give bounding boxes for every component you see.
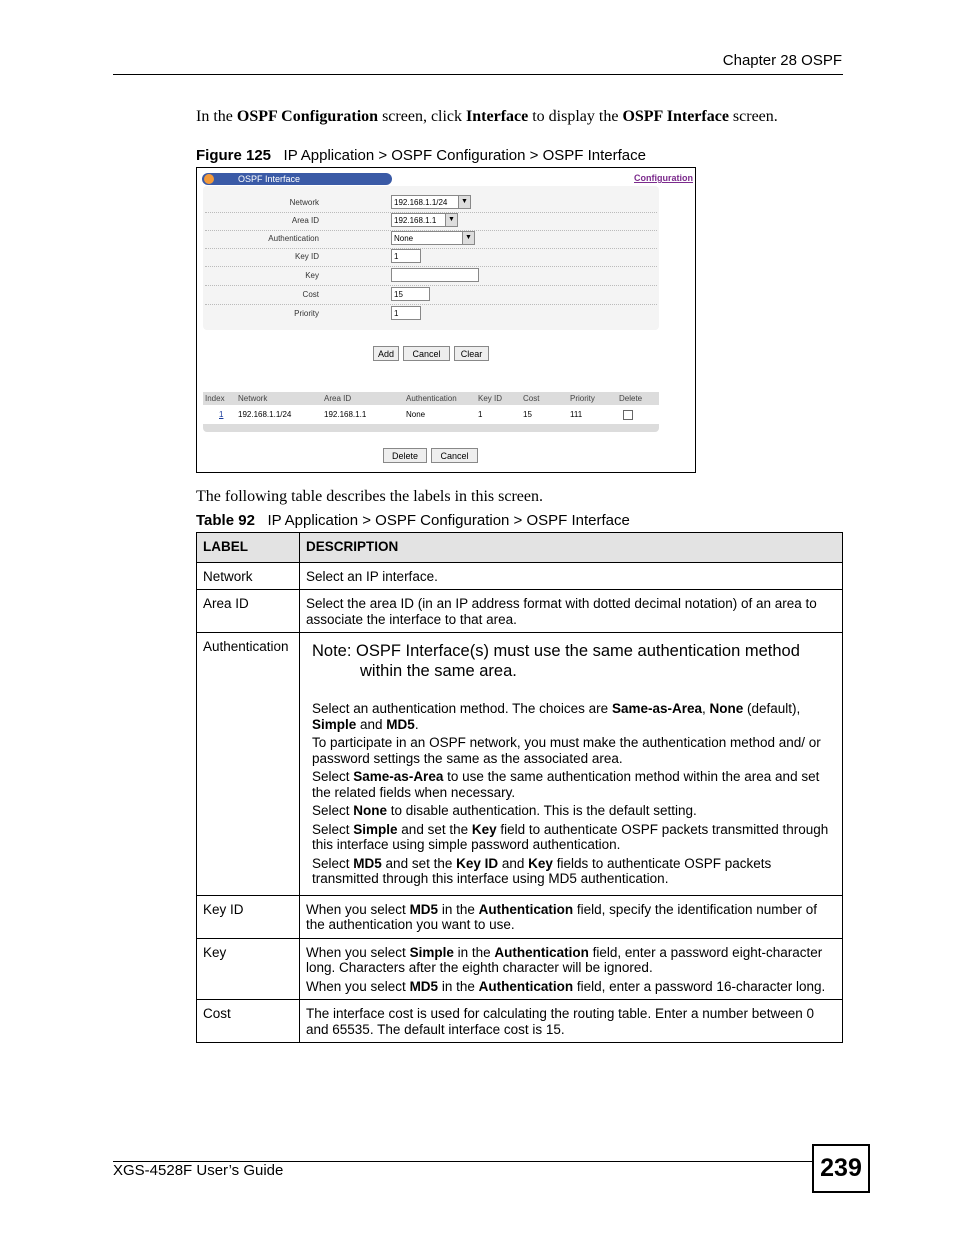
key-row: Key (205, 267, 657, 286)
title-dot-icon (204, 174, 214, 184)
ospf-interface-screenshot (196, 167, 696, 473)
figure-caption: Figure 125 IP Application > OSPF Configuration > OSPF Interface (196, 147, 646, 164)
table-row: Authentication Note: OSPF Interface(s) must use the same authentication method within the same area. Select an authentication method. The choices are Same-as-Area, None (default), Simple and MD5. To participate in an OSPF network, you must make the authentication method and/ or password settings the same as the associated area. Select Same-as-Area to use the same authentication method within the area and set the related fields when necessary. Select None to disable authentication. This is the default setting. Select Simple and set the Key field to authenticate OSPF packets transmitted through this interface using simple password authentication. Select MD5 and set the Key ID and Key fields to authenticate OSPF packets transmitted through this interface using MD5 authentication. (197, 633, 843, 896)
chapter-header: Chapter 28 OSPF (722, 52, 842, 69)
priority-row: Priority 1 (205, 305, 657, 323)
network-row: Network 192.168.1.1/24 ▼ (205, 194, 657, 213)
page-number: 239 (812, 1144, 870, 1193)
delete-checkbox[interactable] (623, 410, 633, 420)
index-link[interactable]: 1 (219, 410, 224, 419)
interface-table-header: Index Network Area ID Authentication Key ID Cost Priority Delete (203, 392, 659, 405)
description-table (196, 532, 843, 1043)
header-rule (113, 74, 843, 75)
interface-form (203, 186, 659, 330)
intro-paragraph: In the OSPF Configuration screen, click Interface to display the OSPF Interface screen. (196, 108, 778, 125)
guide-title: XGS-4528F User’s Guide (113, 1162, 284, 1179)
table-row: 1 192.168.1.1/24 192.168.1.1 None 1 15 111 (203, 408, 659, 422)
network-select[interactable]: 192.168.1.1/24 ▼ (391, 195, 471, 209)
cancel-button-2[interactable]: Cancel (431, 448, 478, 463)
key-id-row: Key ID 1 (205, 248, 657, 267)
table-row: Area ID Select the area ID (in an IP address format with dotted decimal notation) of an area to associate the interface to that area. (197, 590, 843, 633)
delete-button[interactable]: Delete (383, 448, 427, 463)
table-row: Key ID When you select MD5 in the Authentication field, specify the identification number of the authentication you want to use. (197, 895, 843, 938)
authentication-row: Authentication None ▼ (205, 230, 657, 249)
note-text: Note: OSPF Interface(s) must use the same authentication method within the same area. (312, 642, 800, 680)
clear-button[interactable]: Clear (454, 346, 489, 361)
area-id-row: Area ID 192.168.1.1 ▼ (205, 212, 657, 231)
label-header: LABEL (197, 533, 300, 563)
area-id-select[interactable]: 192.168.1.1 ▼ (391, 213, 458, 227)
table-footer-bar (203, 424, 659, 432)
key-id-input[interactable]: 1 (391, 249, 421, 263)
key-input[interactable] (391, 268, 479, 282)
table-row: Cost The interface cost is used for calculating the routing table. Enter a number between 0 and 65535. The default interface cost is 15. (197, 1000, 843, 1043)
table-header-row (197, 533, 843, 563)
screen-title-bar: OSPF Interface (202, 173, 392, 185)
table-intro-text: The following table describes the labels in this screen. (196, 488, 544, 505)
cost-row: Cost 15 (205, 286, 657, 305)
table-caption: Table 92 IP Application > OSPF Configuration > OSPF Interface (196, 512, 630, 529)
table-row: Network Select an IP interface. (197, 562, 843, 590)
cost-input[interactable]: 15 (391, 287, 430, 301)
configuration-link[interactable]: Configuration (634, 173, 693, 183)
description-header: DESCRIPTION (300, 533, 843, 563)
add-button[interactable]: Add (373, 346, 399, 361)
table-row: Key When you select Simple in the Authentication field, enter a password eight-character long. Characters after the eighth character will be ignored. When you select MD5 in the Authentication field, enter a password 16-character long. (197, 938, 843, 1000)
priority-input[interactable]: 1 (391, 306, 421, 320)
cancel-button[interactable]: Cancel (403, 346, 450, 361)
authentication-select[interactable]: None ▼ (391, 231, 475, 245)
